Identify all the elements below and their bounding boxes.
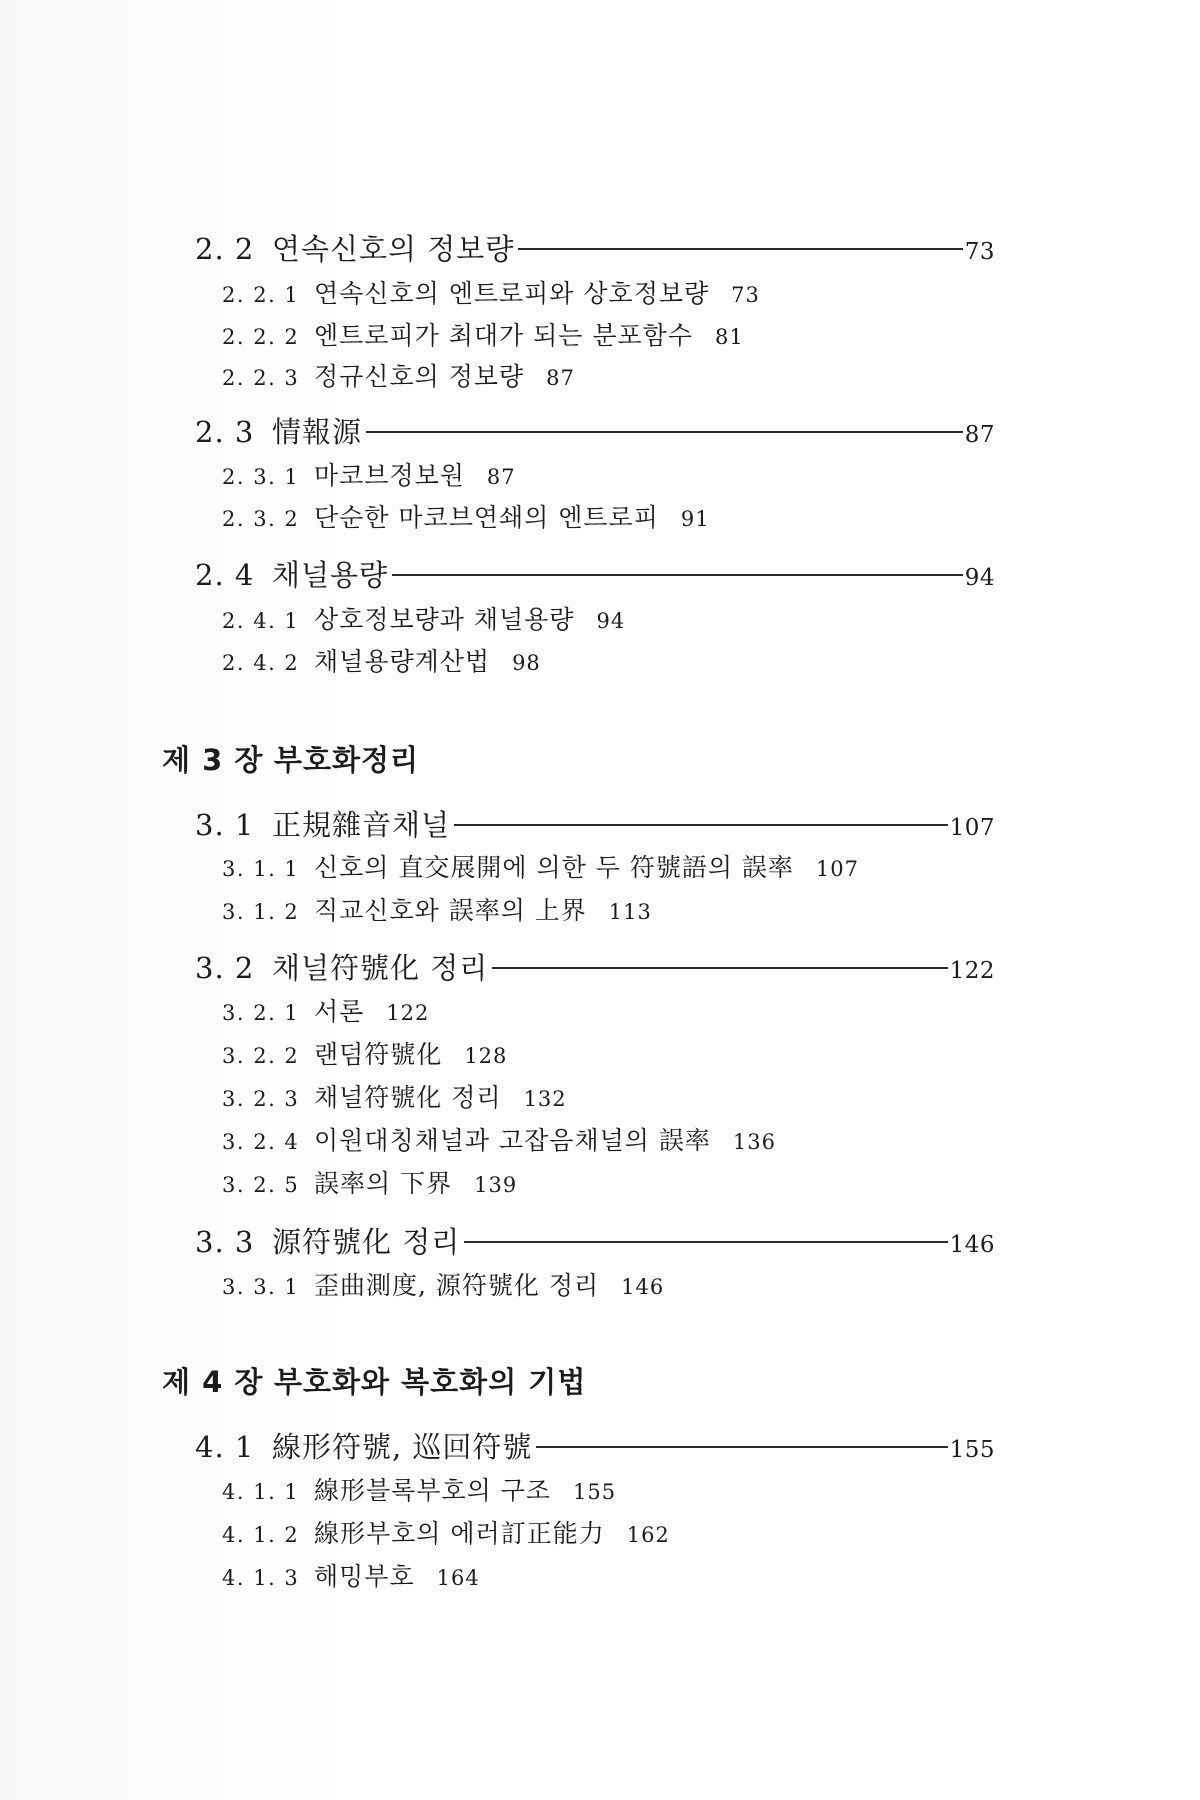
page-number: 87 [486,465,516,489]
toc-chapter-3 [162,738,419,779]
page-number: 122 [949,958,995,984]
page-number: 73 [964,239,995,265]
section-title: 源符號化 정리 [272,1225,461,1259]
subsection-number: 3. 1. 1 [222,857,300,881]
section-title: 正規雜音채널 [272,808,451,842]
page-number: 113 [608,900,652,924]
subsection-title: 이원대칭채널과 고잡음채널의 誤率 [314,1126,711,1155]
toc-subsection-3-2-3 [222,1078,567,1114]
leader-line [492,967,947,969]
chapter-title: 부호화정리 [274,743,420,777]
page-number: 87 [546,366,575,390]
toc-subsection-3-2-1 [222,992,429,1028]
toc-section-2-2 [195,227,995,268]
subsection-number: 3. 2. 5 [222,1173,300,1197]
toc-subsection-3-2-2 [222,1035,507,1071]
subsection-title: 정규신호의 정보량 [314,362,525,391]
leader-line [518,248,962,250]
toc-section-4-1 [195,1425,995,1466]
page-number: 132 [523,1087,567,1111]
leader-line [536,1446,947,1448]
leader-line [366,431,963,433]
leader-line [464,1241,947,1243]
subsection-title: 서론 [314,997,365,1026]
subsection-title: 상호정보량과 채널용량 [314,605,575,634]
subsection-number: 3. 3. 1 [222,1275,300,1299]
subsection-number: 3. 2. 2 [222,1044,300,1068]
subsection-title: 엔트로피가 최대가 되는 분포함수 [314,321,693,350]
subsection-number: 2. 2. 1 [222,283,300,307]
page-number: 128 [464,1044,508,1068]
toc-section-3-1 [195,803,995,844]
subsection-title: 마코브정보원 [314,461,465,490]
section-number: 3. 3 [195,1225,255,1259]
page-number: 98 [512,651,541,675]
subsection-number: 2. 2. 2 [222,325,300,349]
page-number: 91 [680,507,710,531]
toc-subsection-3-2-4 [222,1121,776,1157]
page-number: 94 [596,609,626,633]
subsection-title: 誤率의 下界 [314,1169,453,1198]
page-number: 122 [386,1001,430,1025]
leader-line [454,824,948,826]
page-number: 155 [949,1437,995,1463]
toc-section-3-2 [195,946,995,987]
toc-subsection-2-2-1 [222,274,760,310]
subsection-title: 연속신호의 엔트로피와 상호정보량 [314,279,710,308]
subsection-number: 2. 4. 1 [222,609,300,633]
toc-subsection-3-1-1 [222,848,859,884]
page-number: 146 [949,1232,995,1258]
page-number: 87 [964,422,995,448]
subsection-title: 해밍부호 [314,1562,415,1591]
toc-subsection-2-3-2 [222,498,710,534]
section-title: 線形符號, 巡回符號 [272,1430,533,1464]
section-number: 3. 1 [195,808,255,842]
section-title: 연속신호의 정보량 [272,232,515,266]
subsection-number: 3. 2. 1 [222,1001,300,1025]
page-number: 164 [436,1566,480,1590]
subsection-number: 3. 1. 2 [222,900,300,924]
page-number: 94 [964,565,995,591]
subsection-title: 단순한 마코브연쇄의 엔트로피 [314,503,659,532]
subsection-title: 線形블록부호의 구조 [314,1476,551,1505]
subsection-number: 4. 1. 3 [222,1566,300,1590]
subsection-title: 신호의 直交展開에 의한 두 符號語의 誤率 [314,853,794,882]
toc-subsection-4-1-3 [222,1557,480,1593]
page-number: 146 [621,1275,665,1299]
section-number: 2. 3 [195,415,255,449]
subsection-title: 채널符號化 정리 [314,1083,502,1112]
page-number: 81 [714,325,744,349]
subsection-number: 2. 4. 2 [222,651,300,675]
subsection-title: 線形부호의 에러訂正能力 [314,1519,605,1548]
subsection-number: 2. 3. 2 [222,507,300,531]
page-number: 73 [731,283,760,307]
toc-subsection-4-1-2 [222,1514,670,1550]
subsection-number: 2. 2. 3 [222,366,300,390]
toc-subsection-2-2-3 [222,357,575,393]
page-number: 136 [732,1130,776,1154]
subsection-title: 직교신호와 誤率의 上界 [314,896,587,925]
subsection-title: 랜덤符號化 [314,1040,443,1069]
leader-line [392,574,963,576]
page-number: 139 [474,1173,518,1197]
subsection-number: 4. 1. 2 [222,1523,300,1547]
section-number: 2. 4 [195,558,255,592]
section-number: 2. 2 [195,232,255,266]
section-number: 4. 1 [195,1430,255,1464]
page-number: 107 [949,815,995,841]
toc-subsection-4-1-1 [222,1471,616,1507]
section-title: 채널용량 [272,558,389,592]
toc-section-2-3 [195,410,995,451]
subsection-number: 3. 2. 4 [222,1130,300,1154]
toc-subsection-2-4-2 [222,642,541,678]
chapter-number: 제 3 장 [162,743,264,777]
page-number: 155 [573,1480,617,1504]
subsection-title: 歪曲測度, 源符號化 정리 [314,1271,600,1300]
toc-chapter-4 [162,1360,586,1401]
section-title: 情報源 [272,415,363,449]
chapter-title: 부호화와 복호화의 기법 [274,1365,587,1399]
subsection-number: 2. 3. 1 [222,465,300,489]
section-number: 3. 2 [195,951,255,985]
toc-subsection-3-3-1 [222,1266,664,1302]
section-title: 채널符號化 정리 [272,951,489,985]
toc-subsection-2-2-2 [222,316,744,352]
chapter-number: 제 4 장 [162,1365,264,1399]
toc-subsection-2-3-1 [222,456,516,492]
toc-section-3-3 [195,1220,995,1261]
page-number: 162 [626,1523,670,1547]
toc-subsection-3-2-5 [222,1164,517,1200]
subsection-number: 4. 1. 1 [222,1480,300,1504]
subsection-number: 3. 2. 3 [222,1087,300,1111]
subsection-title: 채널용량계산법 [314,647,491,676]
toc-section-2-4 [195,553,995,594]
toc-subsection-2-4-1 [222,600,625,636]
toc-subsection-3-1-2 [222,891,652,927]
page-number: 107 [815,857,860,881]
